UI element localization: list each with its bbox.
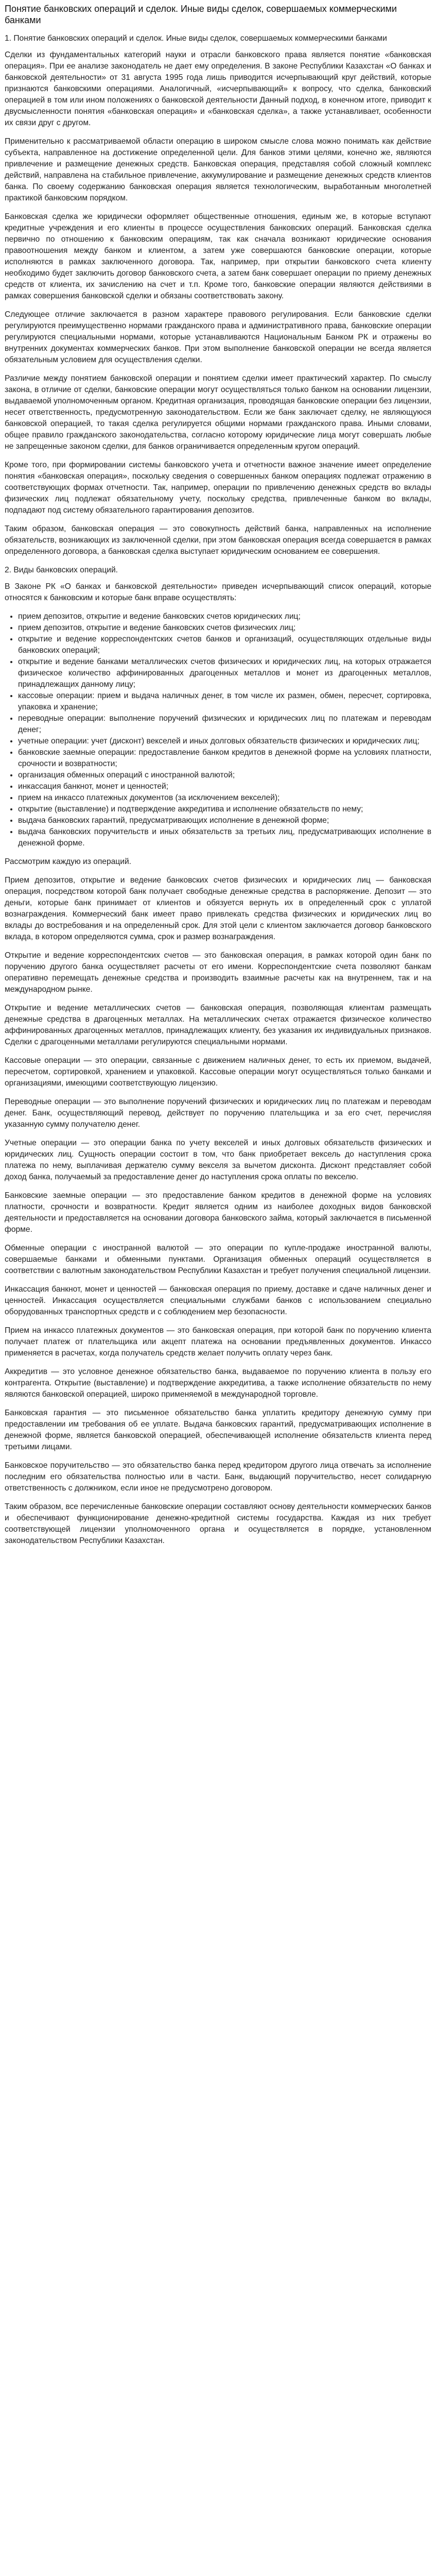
list-item: • учетные операции: учет (дисконт) векселей и иных долговых обязательств физических и юридических лиц; <box>18 736 431 747</box>
list-item: • прием депозитов, открытие и ведение банковских счетов физических лиц; <box>18 622 431 634</box>
list-item: • выдача банковских гарантий, предусматривающих исполнение в денежной форме; <box>18 815 431 826</box>
paragraph: Таким образом, все перечисленные банковские операции составляют основу деятельности коммерческих банков и обеспечивают функционирование денежно-кредитной системы государства. Каждая из них требует соответствующей лицензии уполномоченного органа и осуществляется в порядке, установленном законодательством Республики Казахстан. <box>5 1502 431 1545</box>
list-item: • организация обменных операций с иностранной валютой; <box>18 770 431 781</box>
paragraph: Открытие и ведение металлических счетов — банковская операция, позволяющая клиентам размещать денежные средства в драгоценных металлах. На металлических счетах отражается физическое количество аффинированных драгоценных металлов, принадлежащих клиенту, без указания их индивидуальных признаков. Сделки с драгоценными металлами регулируются специальными нормами. <box>5 1004 431 1046</box>
paragraph: Учетные операции — это операции банка по учету векселей и иных долговых обязательств физических и юридических лиц. Сущность операции состоит в том, что банк приобретает вексель до наступления срока платежа по нему, выплачивая держателю сумму векселя за вычетом дисконта. Дисконт представляет собой доход банка, получаемый за предоставление денег до наступления срока оплаты по векселю. <box>5 1139 431 1181</box>
list-item: • открытие и ведение корреспондентских счетов банков и организаций, осуществляющих отдельные виды банковских операций; <box>18 634 431 656</box>
list-item: • открытие (выставление) и подтверждение аккредитива и исполнение обязательств по нему; <box>18 804 431 815</box>
section-heading: 2. Виды банковских операций. <box>5 566 118 574</box>
paragraph: Открытие и ведение корреспондентских счетов — это банковская операция, в рамках которой один банк по поручению другого банка осуществляет расчеты от его имени. Корреспондентские счета позволяют банкам оперативно перемещать денежные средства и производить взаимные расчеты как на внутреннем, так и на международном рынке. <box>5 951 431 994</box>
paragraph: Применительно к рассматриваемой области операцию в широком смысле слова можно понимать как действие субъекта, направленное на достижение определенной цели. Для банков этими целями, конечно же, являются привлечение и размещение денежных средств. Банковская операция, представляя собой сложный комплекс действий, направлена на стабильное привлечение, аккумулирование и размещение денежных средств клиентов банка. По своему содержанию банковская операция является технологическим, выработанным многолетней практикой банковским порядком. <box>5 137 431 202</box>
list-item: • прием на инкассо платежных документов (за исключением векселей); <box>18 792 431 804</box>
document-body <box>5 33 431 1547</box>
list-item: • открытие и ведение банками металлических счетов физических и юридических лиц, на которых отражается физическое количество аффинированных драгоценных металлов и монет из драгоценных металлов, принадлежащих данному лицу; <box>18 656 431 690</box>
paragraph: Различие между понятием банковской операции и понятием сделки имеет практический характер. По смыслу закона, в отличие от сделки, банковские операции могут осуществляться только банком на основании лицензии, выдаваемой уполномоченным органом. Кредитная организация, проводящая банковские операции без лицензии, несет ответственность, предусмотренную законодательством. Если же банк заключает сделку, не являющуюся банковской операцией, то такая сделка регулируется общими нормами гражданского права. Иными словами, общее правило гражданского законодательства, согласно которому юридические лица могут совершать любые не запрещенные законом сделки, для банков ограничивается определенным кругом операций. <box>5 374 431 451</box>
bullet-list <box>5 611 431 849</box>
paragraph: Банковские заемные операции — это предоставление банком кредитов в денежной форме на условиях платности, срочности и возвратности. Кредит является одним из наиболее доходных видов банковской деятельности и предоставляется на основании договора банковского займа, который заключается в письменной форме. <box>5 1191 431 1234</box>
list-item: • переводные операции: выполнение поручений физических и юридических лиц по платежам и переводам денег; <box>18 713 431 736</box>
paragraph: Таким образом, банковская операция — это совокупность действий банка, направленных на исполнение обязательств, возникающих из заключенной сделки, при этом банковская операция всегда совершается в рамках определенного договора, а банковская сделка выступает юридическим основанием ее совершения. <box>5 524 431 556</box>
paragraph: Кроме того, при формировании системы банковского учета и отчетности важное значение имеет определение понятия «банковская операция», поскольку сведения о совершенных банком операциях подлежат отражению в соответствующих формах отчетности. Так, например, операции по привлечению денежных средств во вклады физических лиц подлежат обязательному учету, поскольку средства, привлеченные банком во вклады, подпадают под систему обязательного гарантирования депозитов. <box>5 461 431 515</box>
paragraph: Обменные операции с иностранной валютой — это операции по купле-продаже иностранной валюты, совершаемые банками и обменными пунктами. Организация обменных операций осуществляется в соответствии с валютным законодательством Республики Казахстан и требует получения специальной лицензии. <box>5 1244 431 1275</box>
list-item: • выдача банковских поручительств и иных обязательств за третьих лиц, предусматривающих исполнение в денежной форме. <box>18 826 431 849</box>
paragraph: Сделки из фундаментальных категорий науки и отрасли банковского права является понятие «банковская операция». При ее анализе законодатель не дает ему определения. В законе Республики Казахстан «О банках и банковской деятельности» от 31 августа 1995 года лишь приводится исчерпывающий круг действий, которые признаются банковскими операциями. Аналогичный, «исчерпывающий» к вопросу, что сделка, банковский операцией в том или ином положениях о банковской деятельности Данный подход, в конечном итоге, приводит к двусмысленности понятия «банковская операция» и «банковская сделка», а также устанавливает, особенности их связи друг с другом. <box>5 50 431 127</box>
paragraph: Следующее отличие заключается в разном характере правового регулирования. Если банковские сделки регулируются преимущественно нормами гражданского права и административного права, банковские операции регулируются специальными нормами, которые устанавливаются Национальным Банком РК и отражены во внутренних документах коммерческих банков. При этом выполнение банковской операции не всегда является обязательным условием для осуществления сделки. <box>5 310 431 364</box>
paragraph: Кассовые операции — это операции, связанные с движением наличных денег, то есть их приемом, выдачей, пересчетом, сортировкой, хранением и упаковкой. Кассовые операции могут осуществляться только банками и организациями, имеющими соответствующую лицензию. <box>5 1056 431 1088</box>
paragraph: Инкассация банкнот, монет и ценностей — банковская операция по приему, доставке и сдаче наличных денег и ценностей. Инкассация осуществляется специальными службами банков с использованием специально оборудованных транспортных средств и с соблюдением мер безопасности. <box>5 1285 431 1316</box>
list-item: • банковские заемные операции: предоставление банком кредитов в денежной форме на условиях платности, срочности и возвратности; <box>18 747 431 770</box>
list-item: • прием депозитов, открытие и ведение банковских счетов юридических лиц; <box>18 611 431 622</box>
document-title: Понятие банковских операций и сделок. Иные виды сделок, совершаемых коммерческими банками <box>5 4 397 25</box>
paragraph: Переводные операции — это выполнение поручений физических и юридических лиц по платежам и переводам денег. Банк, осуществляющий перевод, действует по поручению плательщика и за его счет, перечисляя указанную сумму получателю денег. <box>5 1097 431 1129</box>
list-item: • кассовые операции: прием и выдача наличных денег, в том числе их размен, обмен, пересчет, сортировка, упаковка и хранение; <box>18 690 431 713</box>
paragraph: Аккредитив — это условное денежное обязательство банка, выдаваемое по поручению клиента в пользу его контрагента. Открытие (выставление) и подтверждение аккредитива, а также исполнение обязательств по нему являются банковской операцией, широко применяемой в международной торговле. <box>5 1367 431 1399</box>
paragraph: Банковская сделка же юридически оформляет общественные отношения, единым же, в которые вступают кредитные учреждения и его клиенты в процессе осуществления банковских операций. Банковская сделка первично по отношению к банковским операциям, так как сначала возникают юридические основания правоотношения между банком и клиентом, а затем уже совершаются банковские операции, которые исполняются в рамках заключенного договора. Так, например, при открытии банковского счета клиенту необходимо будет заключить договор банковского счета, а затем банк совершает операции по приему денежных средств от клиента, их зачислению на счет и т.п. Кроме того, банковские операции являются действиями в рамках совершения банковской сделки и обязаны соответствовать закону. <box>5 212 431 300</box>
list-item: • инкассация банкнот, монет и ценностей; <box>18 781 431 792</box>
paragraph: Банковское поручительство — это обязательство банка перед кредитором другого лица отвечать за исполнение последним его обязательства полностью или в части. Банк, выдающий поручительство, несет солидарную ответственность с должником, если иное не предусмотрено договором. <box>5 1461 431 1493</box>
section-heading: 1. Понятие банковских операций и сделок. Иные виды сделок, совершаемых коммерческими банками <box>5 34 387 43</box>
paragraph: Прием на инкассо платежных документов — это банковская операция, при которой банк по поручению клиента получает платеж от плательщика или акцепт платежа на основании предъявленных документов. Инкассо применяется в расчетах, когда получатель средств желает получить оплату через банк. <box>5 1326 431 1358</box>
paragraph: В Законе РК «О банках и банковской деятельности» приведен исчерпывающий список операций, которые относятся к банковским и которые банк вправе осуществлять: <box>5 582 431 602</box>
paragraph: Банковская гарантия — это письменное обязательство банка уплатить кредитору денежную сумму при предоставлении им требования об ее уплате. Выдача банковских гарантий, предусматривающих исполнение в денежной форме, является банковской операцией, обеспечивающей исполнение обязательств клиента перед третьими лицами. <box>5 1409 431 1451</box>
paragraph: Прием депозитов, открытие и ведение банковских счетов физических и юридических лиц — банковская операция, посредством которой банк получает свободные денежные средства в распоряжение. Депозит — это деньги, которые банк принимает от клиентов и обязуется вернуть их в определенный срок с уплатой вознаграждения. Коммерческий банк имеет право привлекать средства физических и юридических лиц во вклады до востребования и на определенный срок. Для этой цели с клиентом заключается договор банковского вклада, в котором определяются сумма, срок и размер вознаграждения. <box>5 876 431 941</box>
paragraph: Рассмотрим каждую из операций. <box>5 857 131 866</box>
